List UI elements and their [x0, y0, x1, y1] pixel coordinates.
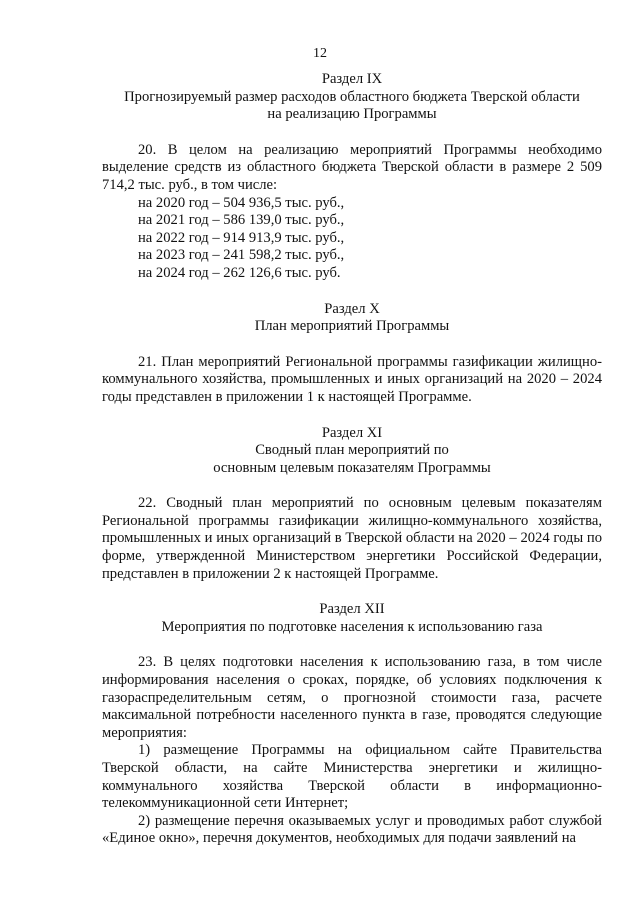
paragraph-22: 22. Сводный план мероприятий по основным целевым показателям Региональной программы газификации жилищно-коммунального хозяйства, промышленных и иных организаций в Тверской области на 2020 – 2024 годы по форме, утвержденной Министерством энергетики Российской Федерации, представлен в приложении 2 к настоящей Программе.: [102, 495, 602, 582]
funding-year-line: на 2022 год – 914 913,9 тыс. руб.,: [138, 229, 345, 246]
section-10: [102, 301, 602, 407]
section-subtitle: План мероприятий Программы: [254, 318, 450, 335]
section-title: Раздел XII: [319, 601, 385, 618]
section-9: [102, 71, 602, 283]
section-subtitle: основным целевым показателям Программы: [213, 459, 491, 476]
document-body: [102, 71, 602, 848]
section-subtitle: Сводный план мероприятий по: [255, 442, 449, 459]
section-subtitle: на реализацию Программы: [267, 106, 437, 123]
section-title: Раздел IX: [321, 71, 383, 87]
section-12: [102, 601, 602, 848]
funding-year-line: на 2024 год – 262 126,6 тыс. руб.: [138, 264, 341, 281]
section-11: [102, 425, 602, 584]
section-title: Раздел X: [324, 300, 380, 317]
funding-year-line: на 2023 год – 241 598,2 тыс. руб.,: [138, 247, 345, 264]
list-item-2: 2) размещение перечня оказываемых услуг и проводимых работ службой «Единое окно», перечня документов, необходимых для подачи заявлений на: [102, 812, 602, 847]
section-subtitle: Прогнозируемый размер расходов областного бюджета Тверской области: [124, 88, 580, 105]
section-subtitle: Мероприятия по подготовке населения к использованию газа: [161, 618, 543, 635]
paragraph-20: 20. В целом на реализацию мероприятий Программы необходимо выделение средств из областного бюджета Тверской области в размере 2 509 714,2 тыс. руб., в том числе:: [102, 141, 602, 193]
page-number: 12: [313, 46, 327, 61]
list-item-1: 1) размещение Программы на официальном сайте Правительства Тверской области, на сайте Министерства энергетики и жилищно-коммунального хозяйства Тверской области в информационно-телекоммуникационной сети Интернет;: [102, 742, 602, 812]
funding-year-line: на 2021 год – 586 139,0 тыс. руб.,: [138, 212, 345, 229]
paragraph-21: 21. План мероприятий Региональной программы газификации жилищно-коммунального хозяйства, промышленных и иных организаций на 2020 – 2024 годы представлен в приложении 1 к настоящей Программе.: [102, 353, 602, 405]
section-title: Раздел XI: [321, 424, 383, 441]
funding-year-line: на 2020 год – 504 936,5 тыс. руб.,: [138, 194, 345, 211]
paragraph-23: 23. В целях подготовки населения к использованию газа, в том числе информирования населения о сроках, порядке, об условиях подключения к газораспределительным сетям, о прогнозной стоимости газа, расчете максимальной потребности населенного пункта в газе, проводятся следующие мероприятия:: [102, 654, 602, 741]
